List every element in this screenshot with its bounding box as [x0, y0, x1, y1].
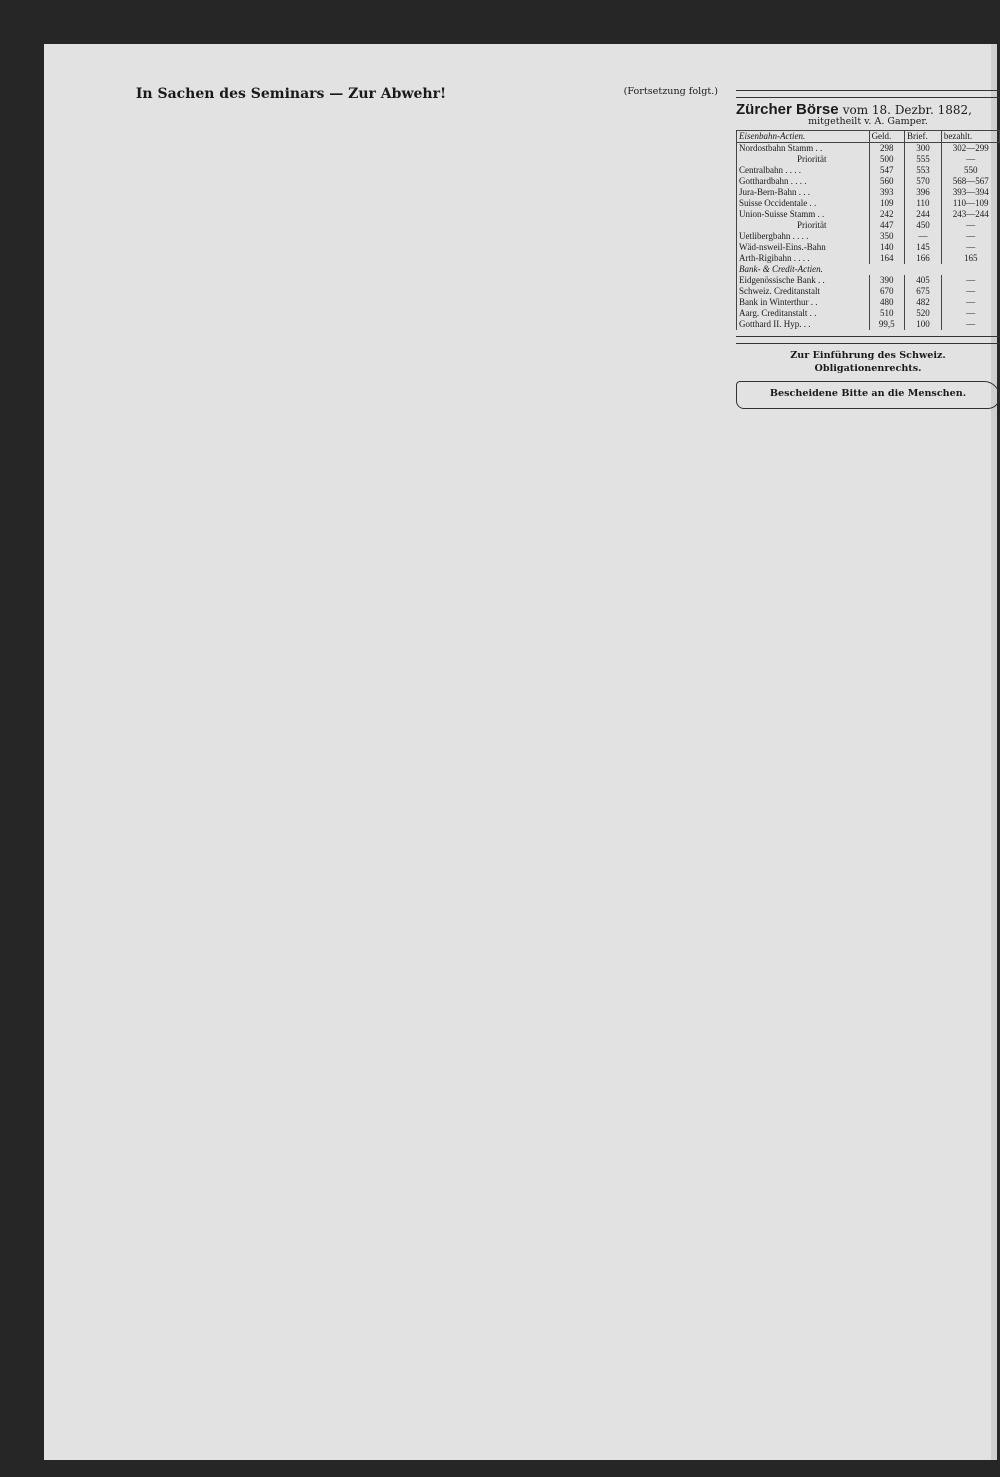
boerse-value: —	[941, 319, 999, 330]
boerse-value: 510	[869, 308, 904, 319]
boerse-row	[737, 231, 1000, 242]
boerse-security-name: Arth-Rigibahn . . . .	[737, 253, 870, 264]
boerse-value: 350	[869, 231, 904, 242]
boerse-table	[736, 130, 1000, 330]
boerse-header-cell: Brief.	[905, 131, 942, 143]
obligationen-title: Zur Einführung des Schweiz. Obligationenrechts.	[790, 350, 946, 374]
boerse-security-name: Uetlibergbahn . . . .	[737, 231, 870, 242]
boerse-row	[737, 242, 1000, 253]
boerse-security-name: Union-Suisse Stamm . .	[737, 209, 870, 220]
boerse-section-label: Bank- & Credit-Actien.	[737, 264, 1000, 275]
boerse-security-name: Wäd-nsweil-Eins.-Bahn	[737, 242, 870, 253]
boerse-value: 145	[905, 242, 942, 253]
boerse-security-name: Gotthardbahn . . . .	[737, 176, 870, 187]
boerse-row	[737, 176, 1000, 187]
boerse-value: 166	[905, 253, 942, 264]
boerse-value: —	[941, 308, 999, 319]
boerse-value: 670	[869, 286, 904, 297]
boerse-value: 242	[869, 209, 904, 220]
boerse-value: 302—299	[941, 143, 999, 155]
boerse-row	[737, 253, 1000, 264]
boerse-row	[737, 275, 1000, 286]
boerse-value: —	[941, 297, 999, 308]
boerse-row	[737, 154, 1000, 165]
boerse-value: —	[941, 220, 999, 231]
article-column-1	[132, 84, 450, 108]
boerse-value: —	[941, 275, 999, 286]
boerse-value: —	[941, 154, 999, 165]
boerse-value: 298	[869, 143, 904, 155]
boerse-row	[737, 198, 1000, 209]
boerse-row	[737, 209, 1000, 220]
boerse-value: 570	[905, 176, 942, 187]
boerse-value: 110	[905, 198, 942, 209]
boerse-row	[737, 319, 1000, 330]
boerse-security-name: Jura-Bern-Bahn . . .	[737, 187, 870, 198]
boerse-value: 447	[869, 220, 904, 231]
boerse-row	[737, 286, 1000, 297]
boerse-value: 520	[905, 308, 942, 319]
boerse-value: 109	[869, 198, 904, 209]
boerse-value: 450	[905, 220, 942, 231]
boerse-value: 553	[905, 165, 942, 176]
divider	[736, 343, 1000, 344]
poem-title: Bescheidene Bitte an die Menschen.	[769, 387, 967, 399]
boerse-value: 550	[941, 165, 999, 176]
boerse-row	[737, 187, 1000, 198]
boerse-value: 100	[905, 319, 942, 330]
news-column	[736, 84, 1000, 409]
boerse-value: —	[941, 231, 999, 242]
boerse-row	[737, 308, 1000, 319]
boerse-row	[737, 165, 1000, 176]
boerse-security-name: Suisse Occidentale . .	[737, 198, 870, 209]
boerse-value: 140	[869, 242, 904, 253]
boerse-security-name: Priorität	[737, 220, 870, 231]
boerse-header-cell: bezahlt.	[941, 131, 999, 143]
boerse-value: 405	[905, 275, 942, 286]
boerse-value: 500	[869, 154, 904, 165]
article-column-2	[462, 84, 724, 98]
boerse-value: 393	[869, 187, 904, 198]
boerse-security-name: Schweiz. Creditanstalt	[737, 286, 870, 297]
boerse-value: 165	[941, 253, 999, 264]
boerse-row	[737, 143, 1000, 155]
boerse-security-name: Bank in Winterthur . .	[737, 297, 870, 308]
boerse-value: 675	[905, 286, 942, 297]
boerse-row	[737, 297, 1000, 308]
boerse-value: —	[941, 286, 999, 297]
boerse-value: 244	[905, 209, 942, 220]
article-title: In Sachen des Seminars — Zur Abwehr!	[135, 86, 447, 102]
boerse-value: —	[941, 242, 999, 253]
boerse-header-cell: Eisenbahn-Actien.	[737, 131, 870, 143]
boerse-section-row	[737, 264, 1000, 275]
boerse-value: 555	[905, 154, 942, 165]
divider	[736, 90, 1000, 91]
boerse-security-name: Gotthard II. Hyp. . .	[737, 319, 870, 330]
boerse-value: 393—394	[941, 187, 999, 198]
boerse-value: 110—109	[941, 198, 999, 209]
boerse-value: 300	[905, 143, 942, 155]
boerse-value: 480	[869, 297, 904, 308]
boerse-value: 243—244	[941, 209, 999, 220]
boerse-header-cell: Geld.	[869, 131, 904, 143]
continuation-note: (Fortsetzung folgt.)	[623, 86, 718, 97]
boerse-subtitle: mitgetheilt v. A. Gamper.	[808, 116, 928, 128]
newspaper-page	[44, 44, 997, 1460]
boerse-value: 390	[869, 275, 904, 286]
boerse-security-name: Centralbahn . . . .	[737, 165, 870, 176]
boerse-value: —	[905, 231, 942, 242]
boerse-value: 482	[905, 297, 942, 308]
boerse-security-name: Nordostbahn Stamm . .	[737, 143, 870, 155]
divider	[736, 97, 1000, 98]
boerse-value: 547	[869, 165, 904, 176]
boerse-title: Zürcher Börse vom 18. Dezbr. 1882,	[736, 101, 972, 118]
boerse-security-name: Eidgenössische Bank . .	[737, 275, 870, 286]
divider	[736, 336, 1000, 337]
boerse-value: 396	[905, 187, 942, 198]
poem-box	[736, 381, 1000, 409]
boerse-value: 164	[869, 253, 904, 264]
boerse-security-name: Priorität	[737, 154, 870, 165]
boerse-value: 560	[869, 176, 904, 187]
boerse-value: 568—567	[941, 176, 999, 187]
boerse-security-name: Aarg. Creditanstalt . .	[737, 308, 870, 319]
boerse-value: 99,5	[869, 319, 904, 330]
boerse-row	[737, 220, 1000, 231]
